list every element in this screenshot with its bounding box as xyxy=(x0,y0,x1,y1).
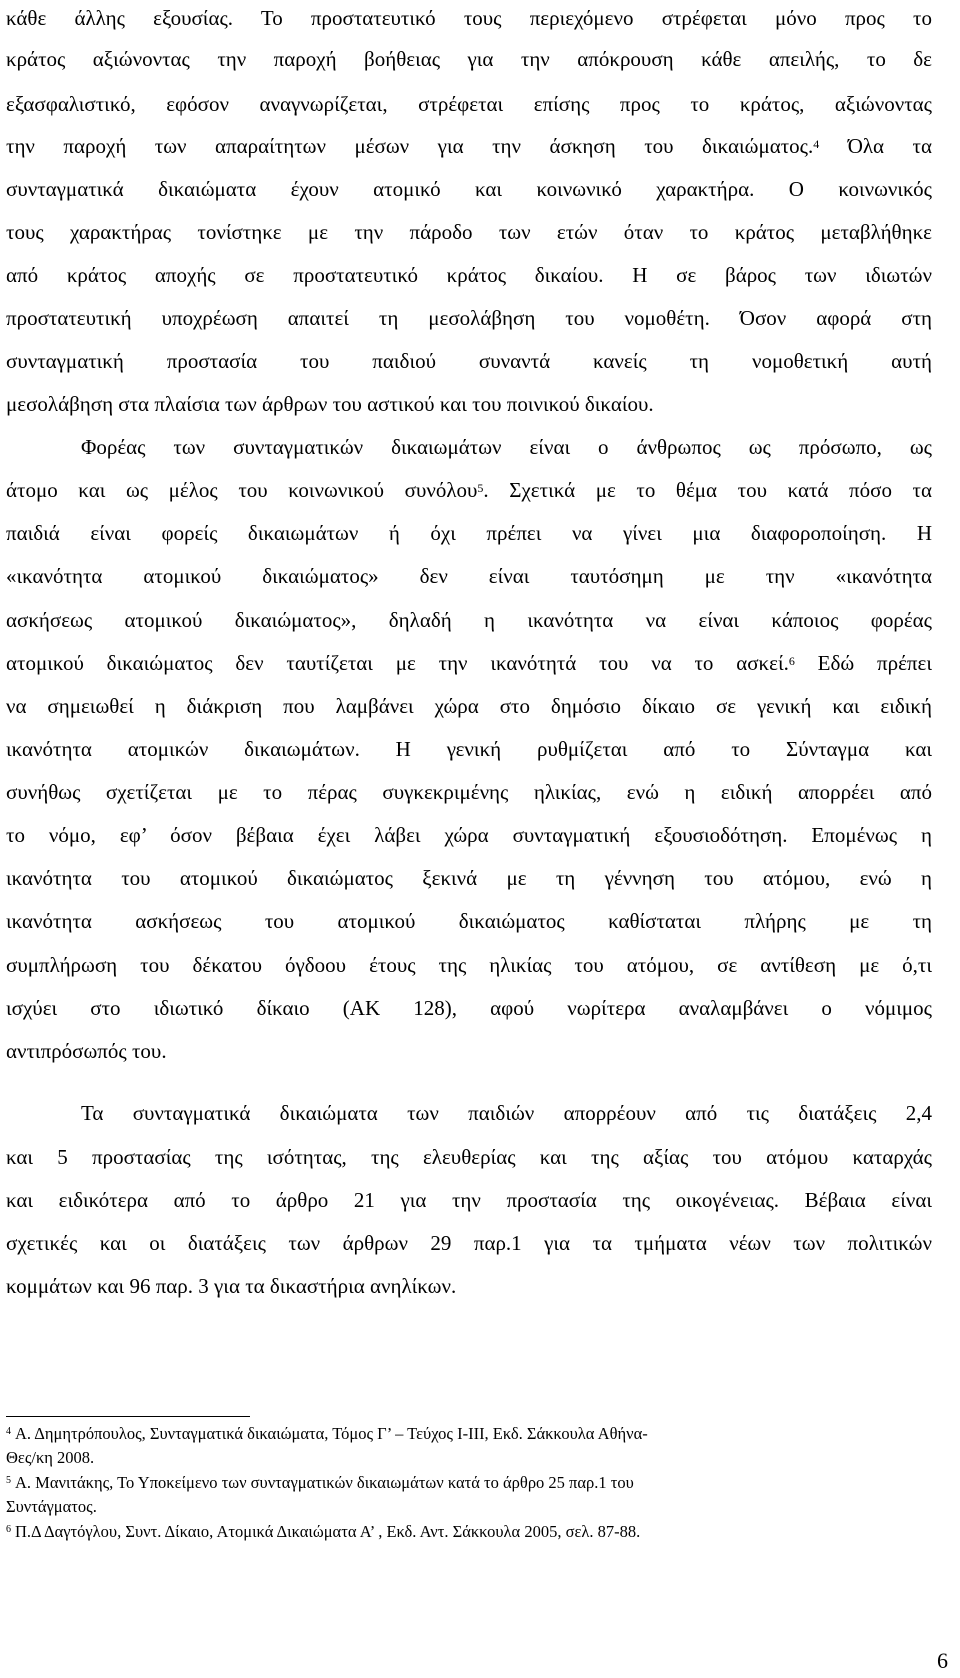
body-line-text: ικανότητα ατομικών δικαιωμάτων. Η γενική ρυθμίζεται από το Σύνταγμα και xyxy=(6,737,932,761)
body-line-text: «ικανότητα ατομικού δικαιώματος» δεν είναι ταυτόσημη με την «ικανότητα xyxy=(6,564,932,588)
body-line xyxy=(6,779,932,805)
body-line xyxy=(6,693,932,719)
body-line-text: προστατευτική υποχρέωση απαιτεί τη μεσολάβηση του νομοθέτη. Όσον αφορά στη xyxy=(6,306,932,330)
body-line-text-tail: . Σχετικά με το θέμα του κατά πόσο τα xyxy=(483,478,932,502)
footnote-line xyxy=(6,1424,932,1444)
body-line xyxy=(6,865,932,891)
body-line xyxy=(6,434,932,460)
body-line-text: συνταγματική προστασία του παιδιού συναντά κανείς τη νομοθετική αυτή xyxy=(6,349,932,373)
body-line xyxy=(6,563,932,589)
body-line-text: ασκήσεως ατομικού δικαιώματος», δηλαδή η ικανότητα να είναι κάποιος φορέας xyxy=(6,608,932,632)
footnote-text: Συντάγματος. xyxy=(6,1497,97,1516)
body-line xyxy=(6,908,932,934)
body-line xyxy=(6,1038,932,1064)
footnote-reference: 4 xyxy=(813,137,820,151)
body-line-text: κομμάτων και 96 παρ. 3 για τα δικαστήρια ανηλίκων. xyxy=(6,1274,457,1298)
footnote-line xyxy=(6,1473,932,1493)
body-line xyxy=(6,391,932,417)
body-line-text: και 5 προστασίας της ισότητας, της ελευθερίας και της αξίας του ατόμου καταρχάς xyxy=(6,1145,932,1169)
body-line-text: σχετικές και οι διατάξεις των άρθρων 29 παρ.1 για τα τμήματα νέων των πολιτικών xyxy=(6,1231,932,1255)
body-line-text: ισχύει στο ιδιωτικό δίκαιο (ΑΚ 128), αφού νωρίτερα αναλαμβάνει ο νόμιμος xyxy=(6,996,932,1020)
body-line xyxy=(6,133,932,159)
body-line-text: συμπλήρωση του δέκατου όγδοου έτους της ηλικίας του ατόμου, σε αντίθεση με ό,τι xyxy=(6,953,932,977)
footnote-text: Α. Μανιτάκης, Το Υποκείμενο των συνταγματικών δικαιωμάτων κατά το άρθρο 25 παρ.1 του xyxy=(15,1473,634,1492)
body-line-text: τους χαρακτήρας τονίστηκε με την πάροδο των ετών όταν το κράτος μεταβλήθηκε xyxy=(6,220,932,244)
body-line xyxy=(6,1273,932,1299)
footnote-text: Α. Δημητρόπουλος, Συνταγματικά δικαιώματα, Τόμος Γ’ – Τεύχος Ι-ΙΙΙ, Εκδ. Σάκκουλα Αθήνα- xyxy=(15,1424,648,1443)
body-line-text: από κράτος αποχής σε προστατευτικό κράτος δικαίου. Η σε βάρος των ιδιωτών xyxy=(6,263,932,287)
body-line xyxy=(6,5,932,31)
body-line xyxy=(6,477,932,503)
body-line xyxy=(6,736,932,762)
body-line-text: το νόμο, εφ’ όσον βέβαια έχει λάβει χώρα συνταγματική εξουσιοδότηση. Επομένως η xyxy=(6,823,932,847)
footnote-reference: 6 xyxy=(788,654,795,668)
footnote-reference: 5 xyxy=(477,481,484,495)
body-line xyxy=(6,607,932,633)
body-line-text: Τα συνταγματικά δικαιώματα των παιδιών απορρέουν από τις διατάξεις 2,4 xyxy=(81,1101,932,1125)
body-line xyxy=(6,1100,932,1126)
body-line-text: κάθε άλλης εξουσίας. Το προστατευτικό τους περιεχόμενο στρέφεται μόνο προς το xyxy=(6,6,932,30)
body-line-text: ατομικού δικαιώματος δεν ταυτίζεται με την ικανότητά του να το ασκεί. xyxy=(6,651,789,675)
body-line-text: μεσολάβηση στα πλαίσια των άρθρων του αστικού και του ποινικού δικαίου. xyxy=(6,392,654,416)
body-line-text: εξασφαλιστικό, εφόσον αναγνωρίζεται, στρέφεται επίσης προς το κράτος, αξιώνοντας xyxy=(6,92,932,116)
body-line-text-tail: Όλα τα xyxy=(819,134,933,158)
body-line-text: κράτος αξιώνοντας την παροχή βοήθειας για την απόκρουση κάθε απειλής, το δε xyxy=(6,47,932,71)
body-line xyxy=(6,1187,932,1213)
footnote-text: Π.Δ Δαγτόγλου, Συντ. Δίκαιο, Ατομικά Δικαιώματα Α’ , Εκδ. Αντ. Σάκκουλα 2005, σελ. 87-88. xyxy=(15,1522,641,1541)
body-line-text: και ειδικότερα από το άρθρο 21 για την προστασία της οικογένειας. Βέβαια είναι xyxy=(6,1188,932,1212)
footnote-number: 6 xyxy=(6,1524,11,1535)
body-line xyxy=(6,348,932,374)
body-line-text: την παροχή των απαραίτητων μέσων για την άσκηση του δικαιώματος. xyxy=(6,134,814,158)
footnote-text: Θες/κη 2008. xyxy=(6,1448,95,1467)
footnote-separator xyxy=(6,1416,250,1417)
footnote-number: 5 xyxy=(6,1475,11,1486)
body-line xyxy=(6,176,932,202)
body-line-text-tail: Εδώ πρέπει xyxy=(794,651,932,675)
body-line-text: άτομο και ως μέλος του κοινωνικού συνόλου xyxy=(6,478,478,502)
body-line-text: να σημειωθεί η διάκριση που λαμβάνει χώρα στο δημόσιο δίκαιο σε γενική και ειδική xyxy=(6,694,932,718)
body-line xyxy=(6,995,932,1021)
body-line xyxy=(6,46,932,72)
body-line xyxy=(6,91,932,117)
body-line-text: συνήθως σχετίζεται με το πέρας συγκεκριμένης ηλικίας, ενώ η ειδική απορρέει από xyxy=(6,780,932,804)
body-line xyxy=(6,650,932,676)
body-line xyxy=(6,1144,932,1170)
body-line xyxy=(6,822,932,848)
body-line xyxy=(6,219,932,245)
body-line-text: παιδιά είναι φορείς δικαιωμάτων ή όχι πρέπει να γίνει μια διαφοροποίηση. Η xyxy=(6,521,932,545)
body-line-text: Φορέας των συνταγματικών δικαιωμάτων είναι ο άνθρωπος ως πρόσωπο, ως xyxy=(81,435,932,459)
page-number: 6 xyxy=(937,1648,948,1673)
body-line xyxy=(6,262,932,288)
footnote-number: 4 xyxy=(6,1426,11,1437)
footnote-line xyxy=(6,1497,932,1517)
body-line xyxy=(6,1230,932,1256)
body-line-text: ικανότητα του ατομικού δικαιώματος ξεκινά με τη γέννηση του ατόμου, ενώ η xyxy=(6,866,932,890)
body-line-text: αντιπρόσωπός του. xyxy=(6,1039,167,1063)
body-line-text: ικανότητα ασκήσεως του ατομικού δικαιώματος καθίσταται πλήρης με τη xyxy=(6,909,932,933)
body-line xyxy=(6,305,932,331)
body-line-text: συνταγματικά δικαιώματα έχουν ατομικό και κοινωνικό χαρακτήρα. Ο κοινωνικός xyxy=(6,177,932,201)
footnote-line xyxy=(6,1448,932,1468)
body-line xyxy=(6,520,932,546)
footnote-line xyxy=(6,1522,932,1542)
body-line xyxy=(6,952,932,978)
